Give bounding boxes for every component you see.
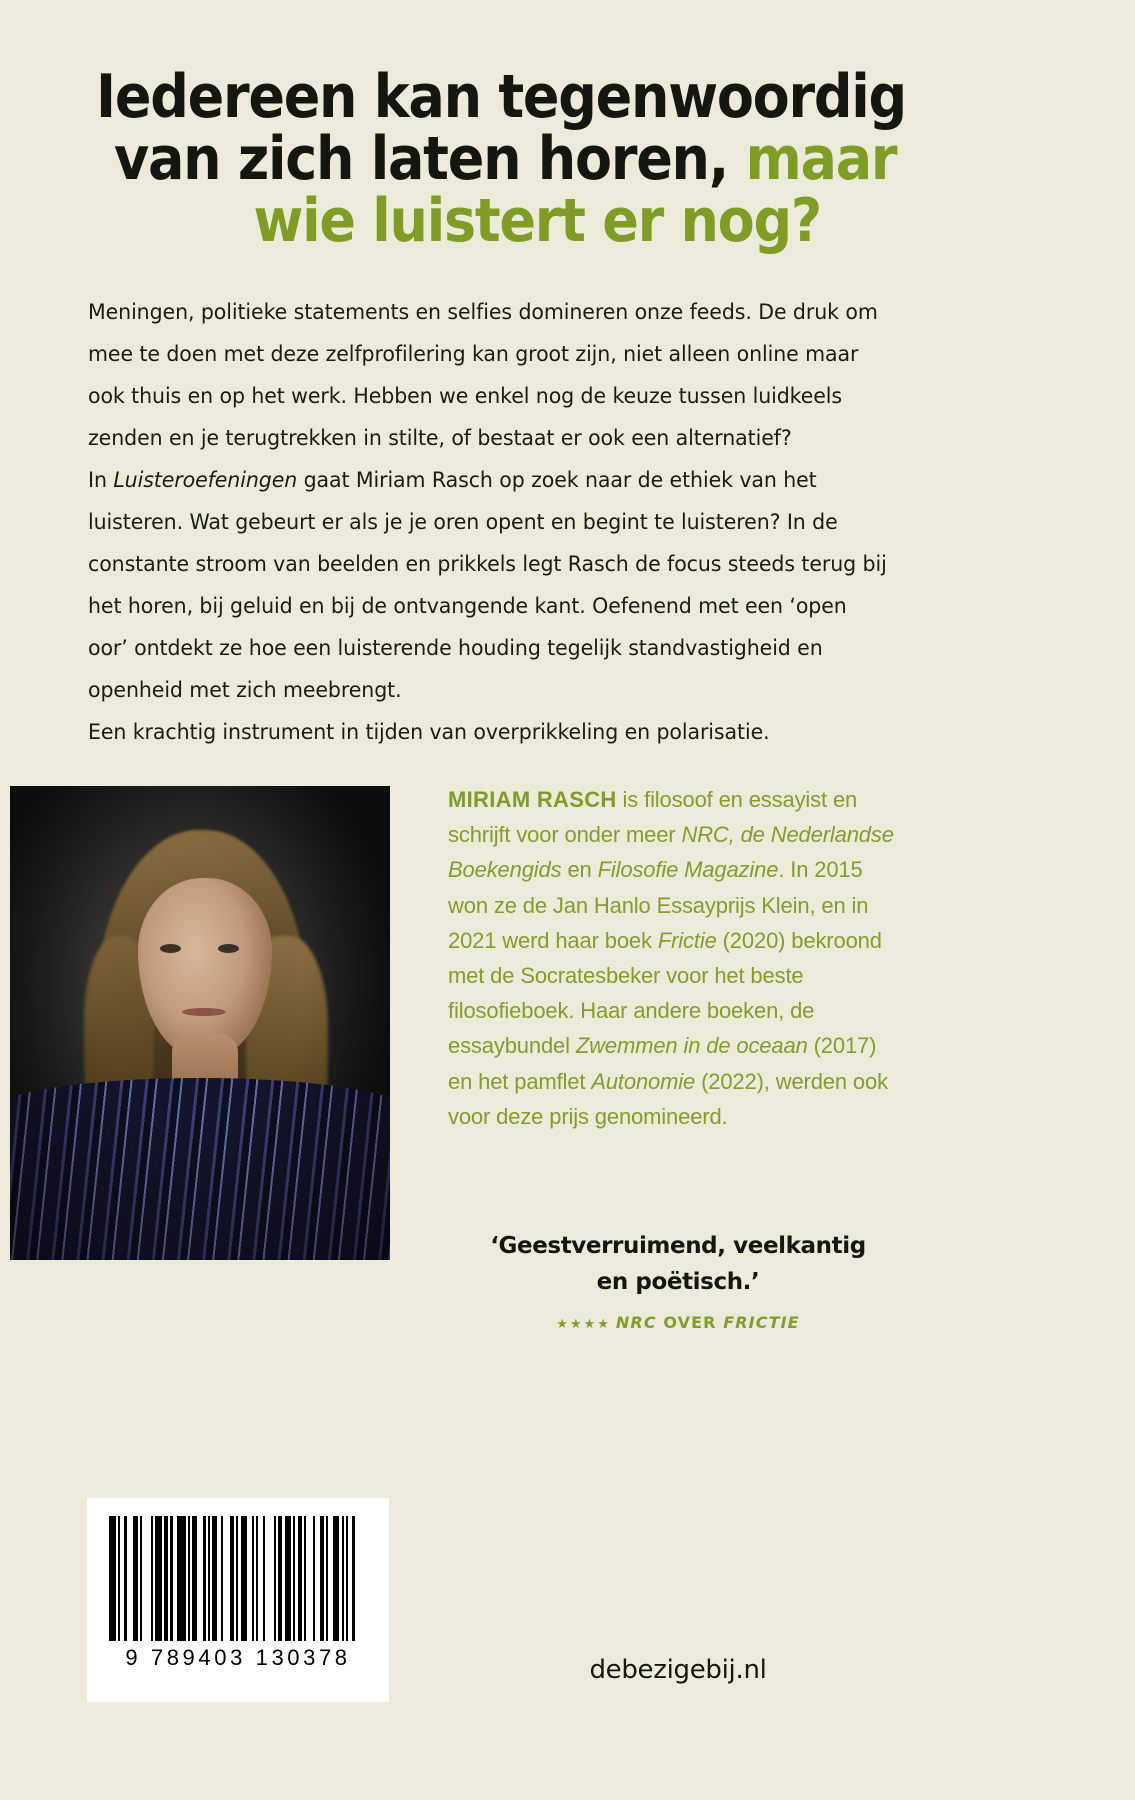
headline-line-2	[96, 124, 951, 194]
headline-line-2-black: van zich laten horen,	[114, 124, 746, 194]
headline-line-1: Iedereen kan tegenwoordig	[96, 62, 906, 132]
bio-i2: Filosofie Magazine	[597, 857, 779, 883]
review-source: NRC	[615, 1313, 657, 1332]
isbn-barcode	[87, 1498, 389, 1702]
author-photo	[10, 786, 390, 1260]
blurb-paragraph-1: Meningen, politieke statements en selfies domineren onze feeds. De druk om mee te doen met deze zelfprofilering kan groot zijn, niet alleen online maar ook thuis en op het werk. Hebben we enkel nog de keuze tussen luidkeels zenden en je terugtrekken in stilte, of bestaat er ook een alternatief?	[88, 300, 878, 451]
barcode-bars	[109, 1516, 367, 1641]
blurb-p2-pre: In	[88, 468, 114, 493]
blurb-paragraph-3: Een krachtig instrument in tijden van overprikkeling en polarisatie.	[88, 720, 770, 745]
bio-t1: is filosoof en essayist en schrijft voor onder meer	[448, 787, 858, 848]
author-name: MIRIAM RASCH	[448, 787, 617, 812]
publisher-url: debezigebij.nl	[589, 1655, 767, 1685]
photo-vignette	[10, 786, 390, 1260]
bio-i5: Autonomie	[591, 1068, 696, 1094]
blurb-text	[88, 292, 888, 754]
bio-i4: Zwemmen in de oceaan	[575, 1033, 808, 1059]
author-bio	[448, 782, 906, 1134]
bio-t5: (2017) en het pamflet	[448, 1033, 877, 1094]
pull-quote	[448, 1228, 908, 1300]
review-credit	[448, 1313, 908, 1332]
bio-t6: (2022), werden ook voor deze prijs genomineerd.	[448, 1068, 888, 1129]
bio-i1: NRC, de Nederlandse Boekengids	[448, 822, 894, 883]
review-work-title: FRICTIE	[723, 1313, 800, 1332]
isbn-number: 9 789403 130378	[125, 1645, 351, 1670]
pull-quote-line-2: en poëtisch.’	[596, 1269, 760, 1295]
headline-line-2-green: maar	[745, 124, 897, 194]
headline-line-3: wie luistert er nog?	[253, 186, 821, 256]
blurb-p2-post: gaat Miriam Rasch op zoek naar de ethiek van het luisteren. Wat gebeurt er als je je oren opent en begint te luisteren? In de constante stroom van beelden en prikkels legt Rasch de focus steeds terug bij het horen, bij geluid en bij de ontvangende kant. Oefenend met een ‘open oor’ ontdekt ze hoe een luisterende houding tegelijk standvastigheid en openheid met zich meebrengt.	[88, 468, 887, 703]
review-over-label: OVER	[656, 1313, 724, 1332]
pull-quote-line-1: ‘Geestverruimend, veelkantig	[490, 1233, 866, 1259]
star-rating-icon: ★★★★	[556, 1317, 611, 1332]
author-bio-paragraph	[448, 782, 906, 1134]
book-title-italic: Luisteroefeningen	[113, 468, 298, 493]
bio-t3: . In 2015 won ze de Jan Hanlo Essayprijs Klein, en in 2021 werd haar boek	[448, 857, 869, 953]
bio-t2: en	[561, 857, 598, 883]
page-title	[96, 62, 951, 256]
bio-t4: (2020) bekroond met de Socratesbeker voor het beste filosofieboek. Haar andere boeken, de essaybundel	[448, 927, 882, 1059]
blurb-paragraph-2	[88, 460, 888, 712]
bio-i3: Frictie	[657, 927, 717, 953]
